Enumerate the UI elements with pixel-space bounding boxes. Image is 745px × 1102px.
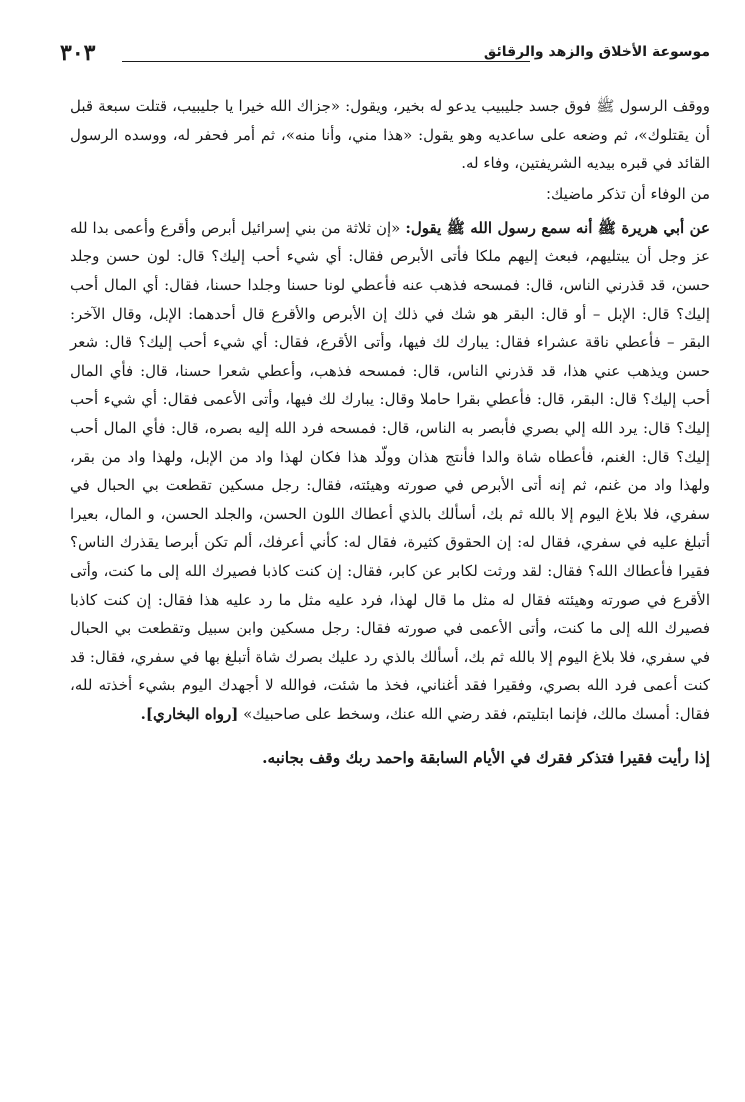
hadith-paragraph — [70, 214, 710, 729]
hadith-body: «إن ثلاثة من بني إسرائيل أبرص وأقرع وأعمى بدا لله عز وجل أن يبتليهم، فبعث إليهم ملكا فأتى الأبرص فقال: أي شيء أحب إليك؟ قال: لون حسن وجلد حسن، قد قذرني الناس، قال: فمسحه فذهب عنه فأعطي لونا حسنا وجلدا حسنا، فقال: أي المال أحب إليك؟ قال: الإبل – أو قال: البقر هو شك في ذلك إن الأبرص والأقرع قال أحدهما: الإبل، وقال الآخر: البقر – فأعطي ناقة عشراء فقال: يبارك لك فيها، وأتى الأقرع، فقال: أي شيء أحب إليك؟ قال: شعر حسن ويذهب عني هذا، قد قذرني الناس، قال: فمسحه فذهب، وأعطي شعرا حسنا، قال: فأي المال أحب إليك؟ قال: البقر، قال: فأعطي بقرا حاملا وقال: يبارك لك فيها، وأتى الأعمى فقال: أي شيء أحب إليك؟ قال: يرد الله إلي بصري فأبصر به الناس، قال: فمسحه فرد الله إليه بصره، قال: فأي المال أحب إليك؟ قال: الغنم، فأعطاه شاة والدا فأنتج هذان وولّد هذا فكان لهذا واد من الإبل، ولهذا واد من بقر، ولهذا واد من غنم، ثم إنه أتى الأبرص في صورته وهيئته، فقال: رجل مسكين تقطعت بي الحبال في سفري، فلا بلاغ اليوم إلا بالله ثم بك، أسألك بالذي أعطاك اللون الحسن، والجلد الحسن، و المال، بعيرا أتبلغ عليه في سفري، فقال له: إن الحقوق كثيرة، فقال له: كأني أعرفك، ألم تكن أبرصا يقذرك الناس؟ فقيرا فأعطاك الله؟ فقال: لقد ورثت لكابر عن كابر، فقال: إن كنت كاذبا فصيرك الله إلى ما كنت، وأتى الأقرع في صورته وهيئته فقال له مثل ما قال لهذا، فرد عليه مثل ما رد عليه هذا فقال: إن كنت كاذبا فصيرك الله إلى ما كنت، وأتى الأعمى في صورته فقال: رجل مسكين وابن سبيل وتقطعت بي الحبال في سفري، فلا بلاغ اليوم إلا بالله ثم بك، أسألك بالذي رد عليك بصرك شاة أتبلغ بها في سفري، فقال: قد كنت أعمى فرد الله بصري، وفقيرا فقد أغناني، فخذ ما شئت، فوالله لا أجهدك اليوم بشيء أخذته لله، فقال: أمسك مالك، فإنما ابتليتم، فقد رضي الله عنك، وسخط على صاحبيك» — [70, 218, 710, 723]
running-header — [60, 40, 710, 72]
page-number: ٣٠٣ — [60, 40, 96, 66]
page-body — [70, 92, 710, 772]
hadith-lead: عن أبي هريرة ﷺ أنه سمع رسول الله ﷺ يقول: — [405, 218, 710, 237]
book-title: موسوعة الأخلاق والزهد والرقائق — [483, 44, 710, 60]
closing-advice: إذا رأيت فقيرا فتذكر فقرك في الأيام السابقة واحمد ربك وقف بجانبه. — [262, 748, 710, 768]
hadith-citation: [رواه البخاري]. — [140, 704, 239, 723]
spacer — [70, 728, 710, 744]
section-subheading: من الوفاء أن تذكر ماضيك: — [545, 184, 710, 203]
header-rule — [122, 61, 530, 62]
paragraph-julaibib: ووقف الرسول ﷺ فوق جسد جليبيب يدعو له بخير، ويقول: «جزاك الله خيرا يا جليبيب، قتلت سبعة قبل أن يقتلوك»، ثم وضعه على ساعديه وهو يقول: «هذا مني، وأنا منه»، ثم أمر فحفر له، ووسده الرسول القائد في قبره بيديه الشريفتين، وفاء له. — [70, 97, 710, 173]
